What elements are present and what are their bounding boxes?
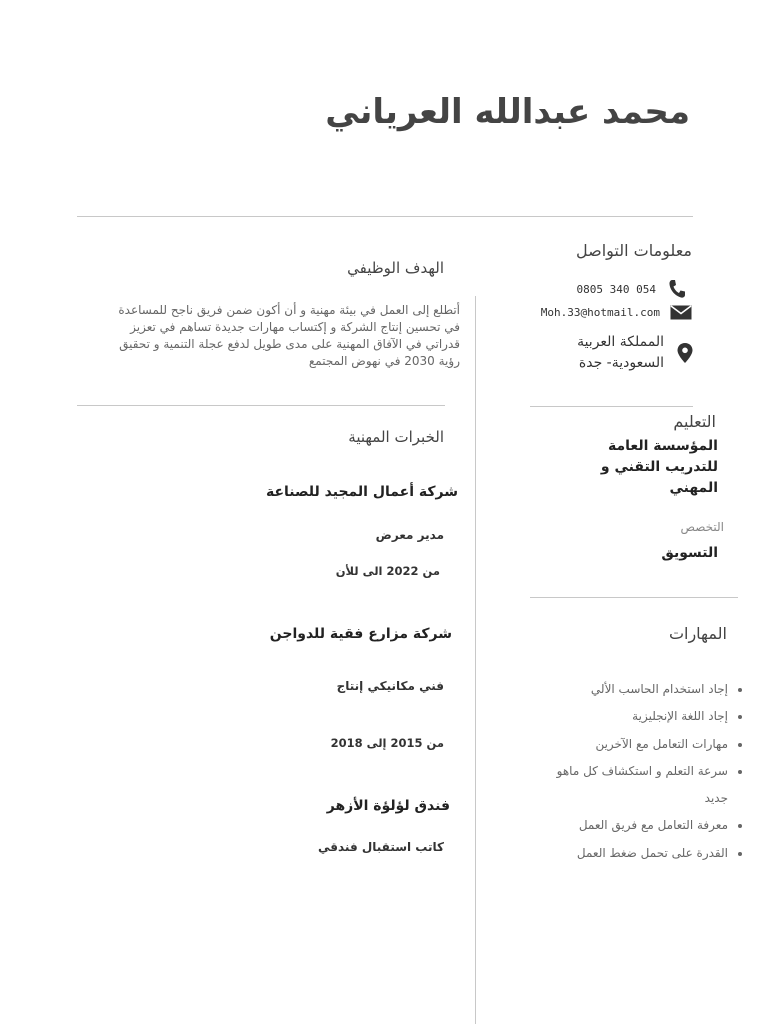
phone-number: 054 340 0805 (576, 282, 656, 296)
objective-title: الهدف الوظيفي (347, 259, 444, 277)
experience-company: فندق لؤلؤة الأزهر (326, 798, 450, 814)
contact-title: معلومات التواصل (575, 241, 692, 260)
experience-role: كاتب استقبال فندقي (318, 840, 444, 854)
address-text: المملكة العربية السعودية- جدة (577, 334, 664, 371)
header-divider (77, 216, 693, 217)
experience-period: من 2015 إلى 2018 (330, 736, 444, 750)
skills-title: المهارات (668, 624, 727, 643)
candidate-name: محمد عبدالله العرياني (325, 92, 690, 132)
address-row (564, 332, 696, 374)
location-pin-icon (674, 342, 696, 364)
phone-row (577, 278, 689, 300)
skill-item: • إجاد اللغة الإنجليزية (538, 703, 728, 730)
skill-item: • القدرة على تحمل ضغط العمل (538, 840, 728, 867)
experience-company: شركة أعمال المجيد للصناعة (265, 484, 458, 500)
experience-title: الخبرات المهنية (348, 428, 444, 446)
specialization-label: التخصص (680, 520, 724, 534)
phone-icon (666, 278, 688, 300)
column-divider (475, 296, 476, 1024)
skill-item: • سرعة التعلم و استكشاف كل ماهو جديد (538, 758, 728, 813)
specialization-value: التسويق (661, 545, 718, 561)
skill-item: • إجاد استخدام الحاسب الألي (538, 676, 728, 703)
objective-text: أتطلع إلى العمل في بيئة مهنية و أن أكون ضمن فريق ناجح للمساعدة في تحسين إنتاج الشركة و إكتساب مهارات جديدة تساهم في تعزيز قدراتي في الآفاق المهنية على مدى طويل لدفع عجلة التنمية و تحقيق رؤية 2030 في نهوض المجتمع (118, 303, 460, 368)
skill-item: • مهارات التعامل مع الآخرين (538, 731, 728, 758)
experience-role: مدير معرض (375, 528, 444, 542)
envelope-icon (670, 301, 692, 323)
skills-list (538, 676, 744, 867)
objective-divider (77, 405, 445, 406)
education-institution: المؤسسة العامة للتدريب التقني و المهني (600, 438, 718, 496)
experience-period: من 2022 الى للأن (335, 564, 440, 578)
experience-company: شركة مزارع فقية للدواجن (269, 626, 452, 642)
email-row (541, 301, 692, 323)
experience-role: فني مكانيكي إنتاج (336, 679, 444, 693)
education-title: التعليم (673, 412, 716, 431)
education-divider (530, 597, 738, 598)
email-address[interactable]: Moh.33@hotmail.com (540, 305, 660, 319)
contact-divider (530, 406, 693, 407)
skill-item: • معرفة التعامل مع فريق العمل (538, 812, 728, 839)
